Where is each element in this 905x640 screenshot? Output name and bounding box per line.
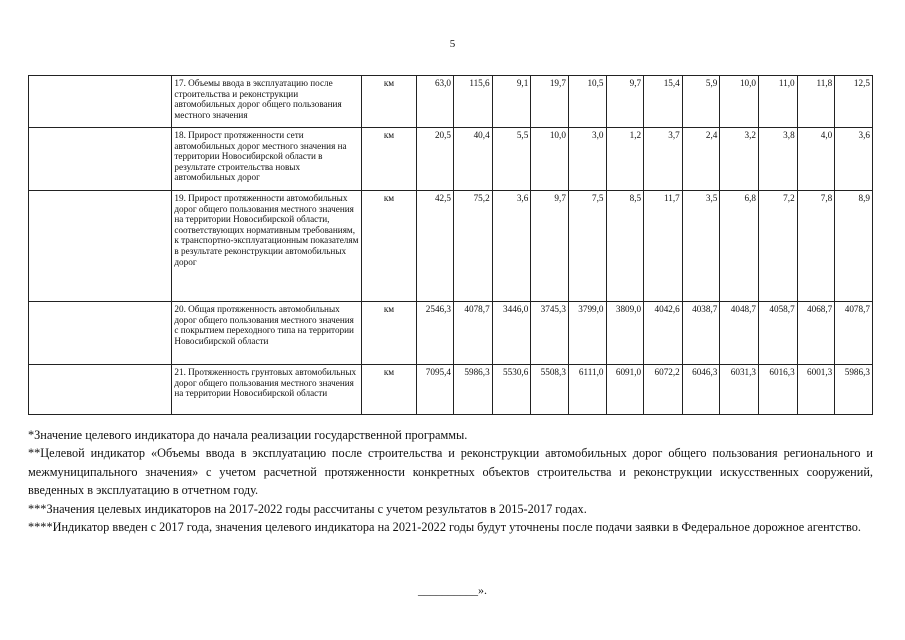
value-cell: 9,7	[531, 191, 569, 302]
value-cell: 3,6	[835, 128, 873, 191]
value-cell: 15,4	[644, 76, 683, 128]
value-cell: 5986,3	[454, 365, 493, 415]
value-cell: 7,8	[797, 191, 835, 302]
value-cell: 3,7	[644, 128, 683, 191]
indicator-name: 19. Прирост протяженности автомобильных дорог общего пользования местного значения на территории Новосибирской области, соответствующих нормативным требованиям, к транспортно-эксплуатационным показателям в результате реконструкции автомобильных дорог	[172, 191, 361, 302]
table-row	[29, 191, 873, 302]
value-cell: 5986,3	[835, 365, 873, 415]
value-cell: 4,0	[797, 128, 835, 191]
value-cell: 6072,2	[644, 365, 683, 415]
value-cell: 6046,3	[682, 365, 720, 415]
value-cell: 7,2	[759, 191, 798, 302]
value-cell: 3,6	[492, 191, 531, 302]
value-cell: 4048,7	[720, 302, 759, 365]
value-cell: 42,5	[417, 191, 454, 302]
indicator-name: 18. Прирост протяженности сети автомобильных дорог местного значения на территории Новосибирской области в результате строительства новых автомобильных дорог	[172, 128, 361, 191]
table-row	[29, 302, 873, 365]
blank-cell	[29, 191, 172, 302]
value-cell: 3809,0	[606, 302, 644, 365]
value-cell: 4078,7	[454, 302, 493, 365]
closing-mark: __________».	[418, 583, 487, 597]
unit-cell: км	[361, 128, 417, 191]
value-cell: 3745,3	[531, 302, 569, 365]
value-cell: 10,0	[720, 76, 759, 128]
value-cell: 5508,3	[531, 365, 569, 415]
unit-cell: км	[361, 302, 417, 365]
value-cell: 12,5	[835, 76, 873, 128]
value-cell: 5,9	[682, 76, 720, 128]
value-cell: 11,0	[759, 76, 798, 128]
blank-cell	[29, 302, 172, 365]
value-cell: 6111,0	[568, 365, 606, 415]
value-cell: 19,7	[531, 76, 569, 128]
value-cell: 8,9	[835, 191, 873, 302]
value-cell: 3799,0	[568, 302, 606, 365]
unit-cell: км	[361, 365, 417, 415]
page-number: 5	[449, 38, 456, 50]
value-cell: 3,5	[682, 191, 720, 302]
value-cell: 7,5	[568, 191, 606, 302]
footnote-2: **Целевой индикатор «Объемы ввода в эксплуатацию после строительства и реконструкции автомобильных дорог общего пользования регионального и межмуниципального значения» с учетом расчетной протяженности конкретных объектов строительства и реконструкции искусственных сооружений, введенных в эксплуатацию в отчетном году.	[28, 446, 873, 498]
value-cell: 8,5	[606, 191, 644, 302]
value-cell: 9,1	[492, 76, 531, 128]
blank-cell	[29, 128, 172, 191]
value-cell: 3,8	[759, 128, 798, 191]
indicator-name: 20. Общая протяженность автомобильных дорог общего пользования местного значения с покрытием переходного типа на территории Новосибирской области	[172, 302, 361, 365]
value-cell: 4038,7	[682, 302, 720, 365]
value-cell: 6091,0	[606, 365, 644, 415]
value-cell: 20,5	[417, 128, 454, 191]
value-cell: 10,5	[568, 76, 606, 128]
value-cell: 11,7	[644, 191, 683, 302]
value-cell: 4068,7	[797, 302, 835, 365]
value-cell: 5530,6	[492, 365, 531, 415]
value-cell: 6,8	[720, 191, 759, 302]
footnote-3: ***Значения целевых индикаторов на 2017-2022 годы рассчитаны с учетом результатов в 2015-2017 годах.	[28, 501, 587, 516]
indicator-name: 21. Протяженность грунтовых автомобильных дорог общего пользования местного значения на территории Новосибирской области	[172, 365, 361, 415]
value-cell: 2546,3	[417, 302, 454, 365]
value-cell: 2,4	[682, 128, 720, 191]
footnote-4: ****Индикатор введен с 2017 года, значения целевого индикатора на 2021-2022 годы будут уточнены после подачи заявки в Федеральное дорожное агентство.	[28, 520, 861, 535]
value-cell: 115,6	[454, 76, 493, 128]
footnotes	[28, 426, 873, 536]
indicators-table	[28, 75, 873, 415]
value-cell: 6016,3	[759, 365, 798, 415]
value-cell: 3,0	[568, 128, 606, 191]
table-row	[29, 365, 873, 415]
footnote-1: *Значение целевого индикатора до начала реализации государственной программы.	[28, 428, 468, 442]
value-cell: 10,0	[531, 128, 569, 191]
value-cell: 5,5	[492, 128, 531, 191]
value-cell: 6031,3	[720, 365, 759, 415]
indicator-name: 17. Объемы ввода в эксплуатацию после строительства и реконструкции автомобильных дорог общего пользования местного значения	[172, 76, 361, 128]
blank-cell	[29, 76, 172, 128]
value-cell: 75,2	[454, 191, 493, 302]
value-cell: 11,8	[797, 76, 835, 128]
value-cell: 1,2	[606, 128, 644, 191]
unit-cell: км	[361, 76, 417, 128]
value-cell: 3446,0	[492, 302, 531, 365]
value-cell: 3,2	[720, 128, 759, 191]
value-cell: 4058,7	[759, 302, 798, 365]
value-cell: 4078,7	[835, 302, 873, 365]
value-cell: 7095,4	[417, 365, 454, 415]
value-cell: 6001,3	[797, 365, 835, 415]
value-cell: 63,0	[417, 76, 454, 128]
blank-cell	[29, 365, 172, 415]
table-row	[29, 76, 873, 128]
value-cell: 9,7	[606, 76, 644, 128]
value-cell: 40,4	[454, 128, 493, 191]
value-cell: 4042,6	[644, 302, 683, 365]
table-row	[29, 128, 873, 191]
unit-cell: км	[361, 191, 417, 302]
